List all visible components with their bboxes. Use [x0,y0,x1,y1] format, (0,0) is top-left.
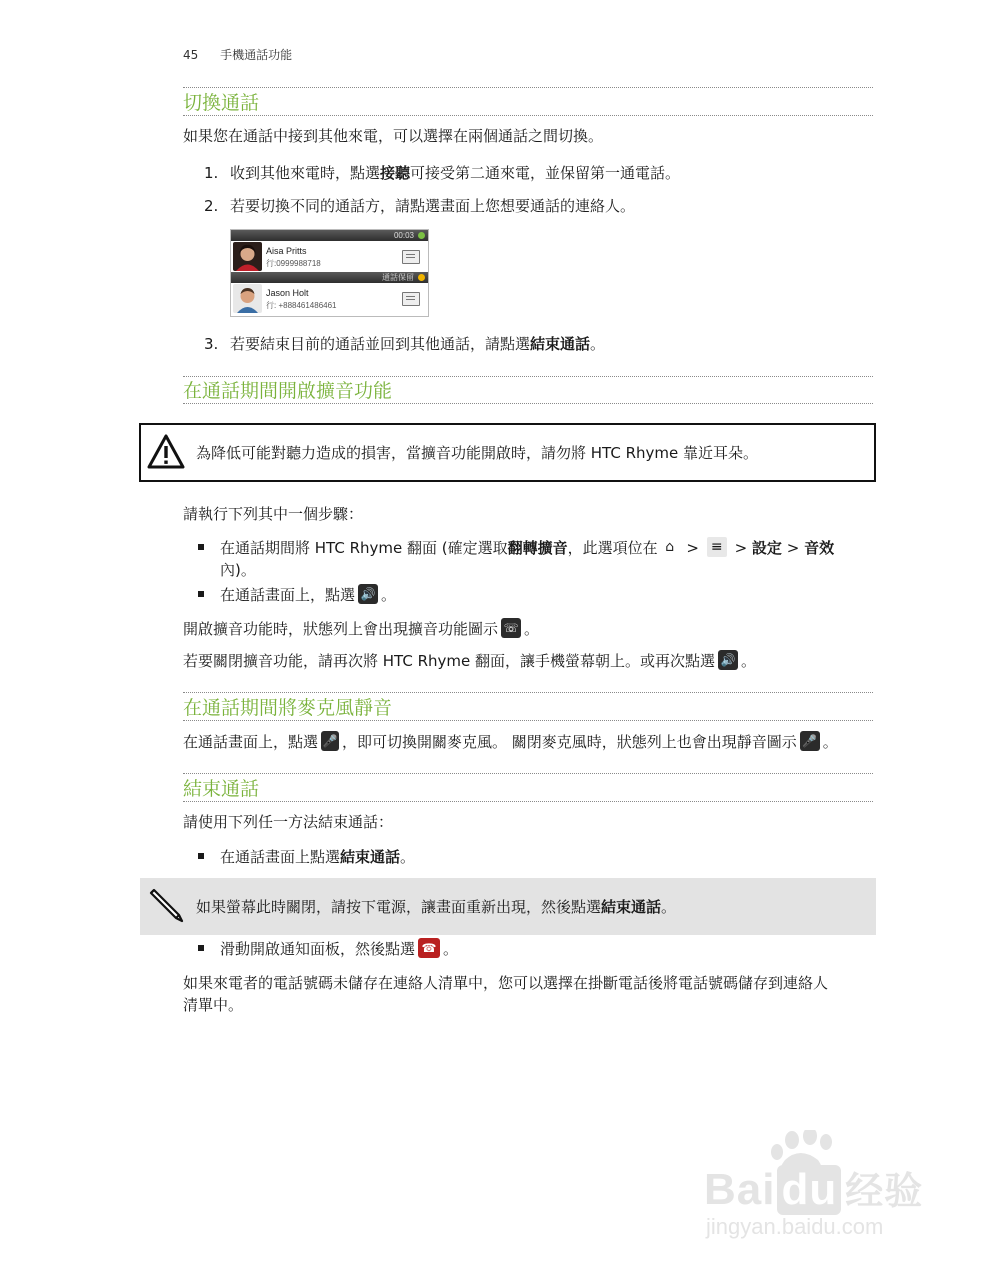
mute-icon: 🎤 [321,731,339,751]
answer-label: 接聽 [380,164,411,182]
speaker-bullet-2: 在通話畫面上，點選 🔊 。 [198,584,396,606]
end-intro: 請使用下列任一方法結束通話： [183,813,394,831]
contact-row-2[interactable]: Jason Holt 行: +888461486461 [231,283,428,316]
divider [183,376,873,377]
step-1: 1. 收到其他來電時，點選接聽可接受第二通來電，並保留第一通電話。 [204,164,681,182]
speaker-icon: 🔊 [358,584,378,604]
avatar-male [233,284,262,313]
divider [183,720,873,721]
settings-label: 設定 [751,539,782,557]
section-title-switch: 切換通話 [183,92,260,114]
contact-card-icon[interactable] [402,250,420,264]
hang-up-icon: ☎ [418,938,440,958]
speaker-intro: 請執行下列其中一個步驟： [183,505,364,523]
hold-status-bar: 通話保留 [231,272,428,283]
step-2: 2. 若要切換不同的通話方，請點選畫面上您想要通話的連絡人。 [204,197,636,215]
contact-row-1: Aisa Pritts 行:0999988718 [231,241,428,272]
flip-speaker-label: 翻轉擴音 [507,539,568,557]
avatar-female [233,242,262,271]
divider [183,773,873,774]
speaker-bullet-1: 在通話期間將 HTC Rhyme 翻面 (確定選取翻轉擴音，此選項位在 ⌂ > ≡ > 設定 > 音效 內)。 [198,537,868,581]
pencil-icon [146,884,186,924]
switch-intro: 如果您在通話中接到其他來電，可以選擇在兩個通話之間切換。 [183,127,604,145]
bullet-icon [198,591,204,597]
bullet-icon [198,544,204,550]
menu-icon: ≡ [707,537,727,557]
warning-icon [146,432,186,472]
speaker-status-text: 開啟擴音功能時，狀態列上會出現擴音功能圖示 ☏ 。 [183,618,539,640]
divider [183,692,873,693]
chapter-title: 手機通話功能 [220,48,293,62]
mute-text: 在通話畫面上，點選 🎤 ，即可切換開關麥克風。 關閉麥克風時，狀態列上也會出現靜音圖示 🎤 。 [183,731,838,753]
bullet-icon [198,853,204,859]
speaker-icon: 🔊 [718,650,738,670]
speaker-off-text: 若要關閉擴音功能，請再次將 HTC Rhyme 翻面，讓手機螢幕朝上。或再次點選 🔊 。 [183,650,756,672]
end-call-label: 結束通話 [340,848,401,866]
warning-text: 為降低可能對聽力造成的損害，當擴音功能開啟時，請勿將 HTC Rhyme 靠近耳朵。 [196,444,758,462]
divider [183,801,873,802]
end-call-label: 結束通話 [530,335,591,353]
hold-call-dot-icon [418,274,425,281]
note-text: 如果螢幕此時關閉，請按下電源，讓畫面重新出現，然後點選結束通話。 [196,898,677,916]
baidu-watermark: Bai du 经验 jingyan.baidu.com [700,1130,940,1250]
call-screen-image [230,229,429,317]
contact-card-icon[interactable] [402,292,420,306]
mute-status-icon: 🎤 [800,731,820,751]
page-number: 45 [183,48,199,62]
divider [183,115,873,116]
section-title-speaker: 在通話期間開啟擴音功能 [183,380,393,402]
end-outro-line-1: 如果來電者的電話號碼未儲存在連絡人清單中，您可以選擇在掛斷電話後將電話號碼儲存到連絡人 [183,974,829,992]
active-call-dot-icon [418,232,425,239]
divider [183,87,873,88]
home-icon: ⌂ [665,538,675,555]
end-call-label: 結束通話 [601,898,662,916]
call-status-bar: 00:03 [231,230,428,241]
page-header [183,46,292,63]
speaker-status-icon: ☏ [501,618,521,638]
sound-label: 音效 [804,539,835,557]
section-title-end: 結束通話 [183,778,260,800]
bullet-icon [198,945,204,951]
step-3: 3. 若要結束目前的通話並回到其他通話，請點選結束通話。 [204,335,606,353]
end-outro-line-2: 清單中。 [183,996,244,1014]
divider [183,403,873,404]
end-bullet-1: 在通話畫面上點選結束通話。 [198,846,415,868]
end-bullet-2: 滑動開啟通知面板，然後點選 ☎ 。 [198,938,458,960]
section-title-mute: 在通話期間將麥克風靜音 [183,697,393,719]
